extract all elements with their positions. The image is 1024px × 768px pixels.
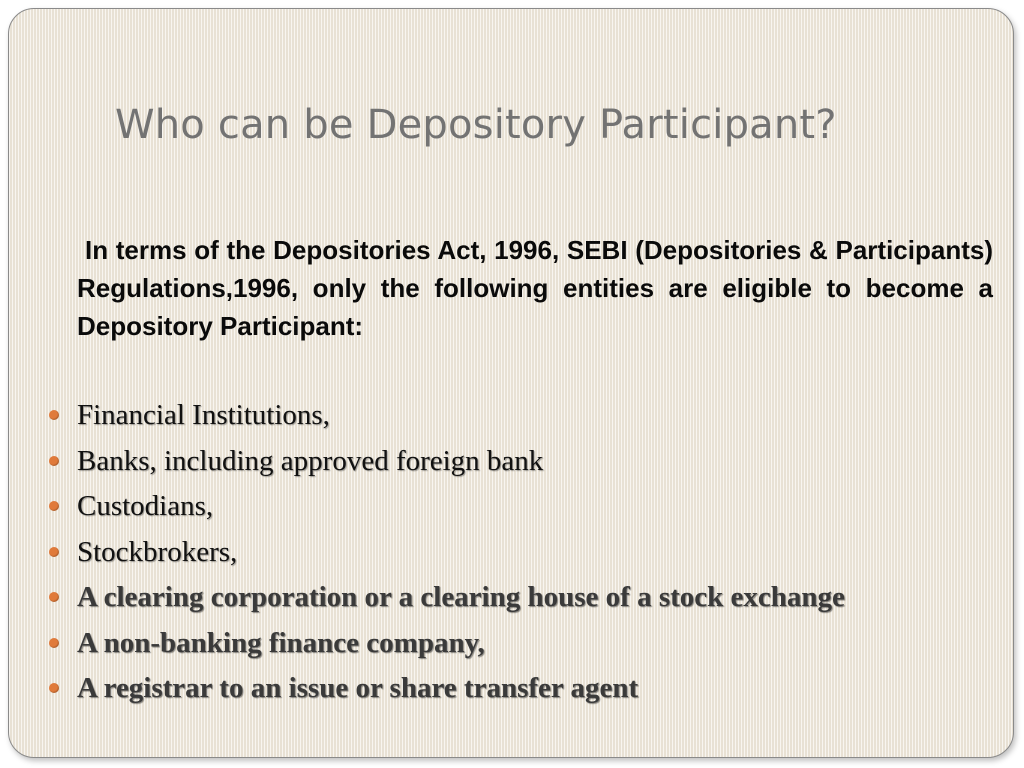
list-item xyxy=(49,439,1009,485)
slide-title: Who can be Depository Participant? xyxy=(115,102,837,148)
list-item-label: Banks, including approved foreign bank xyxy=(77,444,544,477)
list-item xyxy=(49,575,1009,621)
list-item xyxy=(49,666,1009,712)
round-bullet-icon xyxy=(49,683,59,693)
round-bullet-icon xyxy=(49,501,59,511)
eligible-entities-list xyxy=(49,393,1009,712)
list-item-label: A non-banking finance company, xyxy=(77,626,485,659)
round-bullet-icon xyxy=(49,456,59,466)
list-item xyxy=(49,484,1009,530)
list-item-label: A clearing corporation or a clearing house of a stock exchange xyxy=(77,581,845,613)
slide xyxy=(8,8,1014,758)
intro-paragraph: In terms of the Depositories Act, 1996, SEBI (Depositories & Participants) Regulations,1996, only the following entities are eligible to become a Depository Participant: xyxy=(77,235,993,341)
list-item xyxy=(49,621,1009,667)
round-bullet-icon xyxy=(49,547,59,557)
round-bullet-icon xyxy=(49,410,59,420)
list-item xyxy=(49,530,1009,576)
round-bullet-icon xyxy=(49,638,59,648)
list-item-label: A registrar to an issue or share transfer agent xyxy=(77,672,639,704)
list-item xyxy=(49,393,1009,439)
list-item-label: Custodians, xyxy=(77,490,214,522)
list-item-label: Stockbrokers, xyxy=(77,535,238,568)
round-bullet-icon xyxy=(49,592,59,602)
list-item-label: Financial Institutions, xyxy=(77,399,330,431)
